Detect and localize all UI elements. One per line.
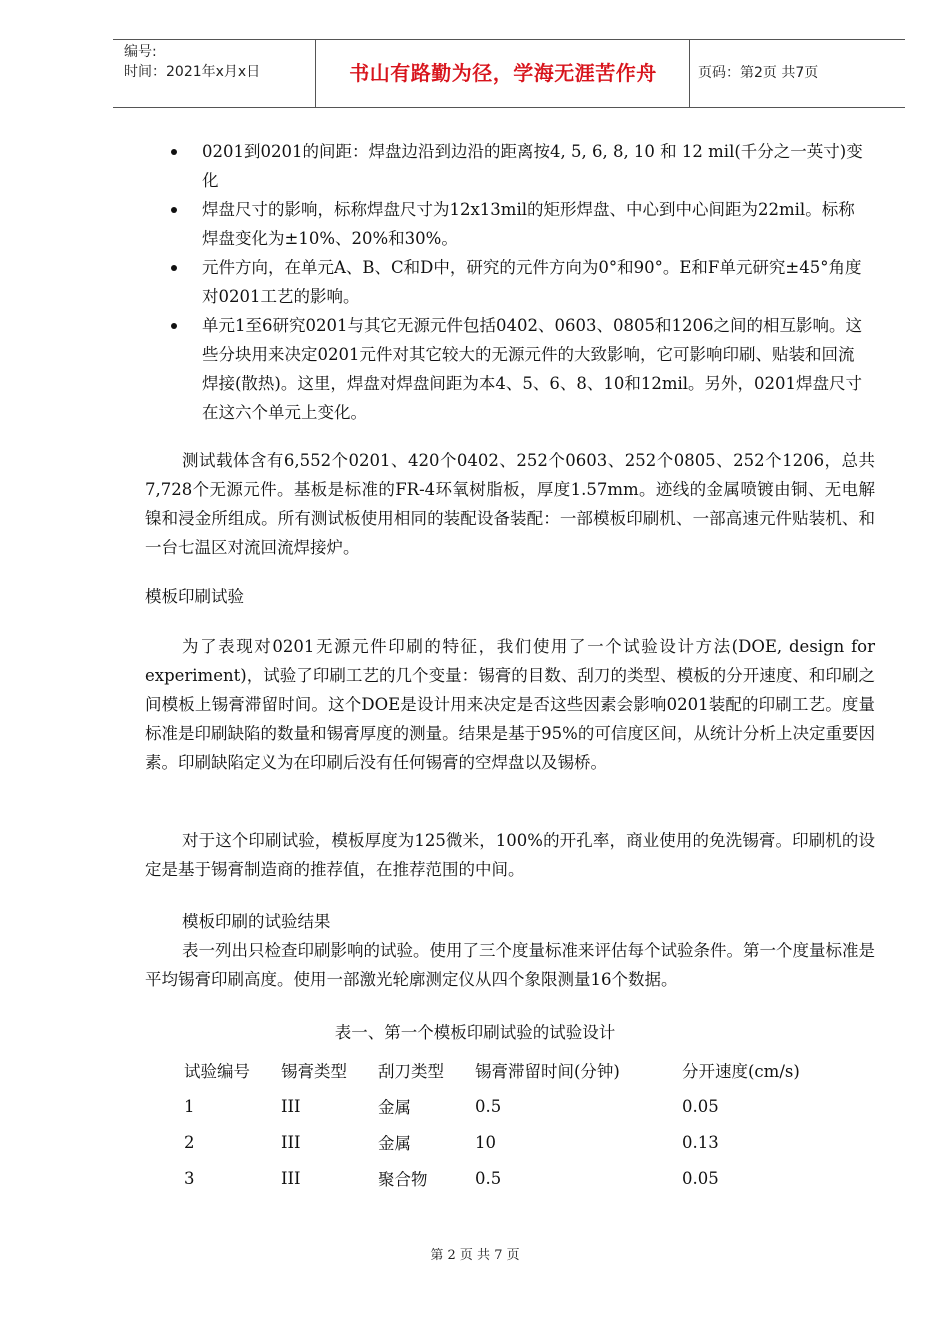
doc-time-label: 时间：2021年x月x日 — [124, 64, 261, 80]
column-header: 锡膏滞留时间(分钟) — [475, 1062, 620, 1081]
bullet-list — [168, 137, 868, 427]
header-bottom-rule — [113, 107, 905, 108]
paragraph-doe: 为了表现对0201无源元件印刷的特征，我们使用了一个试验设计方法(DOE, design for experiment)，试验了印刷工艺的几个变量：锡膏的目数、刮刀的类型、模板的分开速度、和印刷之间模板上锡膏滞留时间。这个DOE是设计用来决定是否这些因素会影响0201装配的印刷工艺。度量标准是印刷缺陷的数量和锡膏厚度的测量。结果是基于95%的可信度区间，从统计分析上决定重要因素。印刷缺陷定义为在印刷后没有任何锡膏的空焊盘以及锡桥。 — [145, 637, 875, 772]
paragraph-table-intro: 表一列出只检查印刷影响的试验。使用了三个度量标准来评估每个试验条件。第一个度量标准是平均锡膏印刷高度。使用一部激光轮廓测定仪从四个象限测量16个数据。 — [145, 941, 875, 989]
header-motto: 书山有路勤为径，学海无涯苦作舟 — [349, 61, 657, 85]
bullet-icon — [171, 323, 177, 329]
table-cell: 1 — [184, 1096, 195, 1116]
table-cell: 10 — [475, 1132, 496, 1152]
bullet-text: 元件方向，在单元A、B、C和D中，研究的元件方向为0°和90°。E和F单元研究±45°角度对0201工艺的影响。 — [202, 258, 862, 306]
column-header: 刮刀类型 — [378, 1062, 444, 1081]
table-cell: III — [281, 1168, 301, 1188]
column-header: 锡膏类型 — [281, 1062, 347, 1081]
table-row — [184, 1124, 832, 1160]
table-cell: 金属 — [378, 1134, 411, 1153]
table-cell: III — [281, 1132, 301, 1152]
table-cell: 0.05 — [682, 1168, 719, 1188]
doe-table — [184, 1052, 832, 1196]
table-cell: 0.5 — [475, 1096, 502, 1116]
table-cell: III — [281, 1096, 301, 1116]
column-header: 试验编号 — [184, 1062, 250, 1081]
table-cell: 聚合物 — [378, 1170, 428, 1189]
subsection-heading: 模板印刷的试验结果 — [182, 912, 331, 931]
list-item — [168, 253, 868, 311]
table-row — [184, 1160, 832, 1196]
doc-number-label: 编号: — [124, 44, 157, 60]
table-cell: 金属 — [378, 1098, 411, 1117]
table-cell: 0.13 — [682, 1132, 719, 1152]
paragraph-test-vehicle: 测试载体含有6,552个0201、420个0402、252个0603、252个0805、252个1206，总共7,728个无源元件。基板是标准的FR-4环氧树脂板，厚度1.57mm。迹线的金属喷镀由铜、无电解镍和浸金所组成。所有测试板使用相同的装配设备装配：一部模板印刷机、一部高速元件贴装机、和一台七温区对流回流焊接炉。 — [145, 451, 875, 557]
list-item — [168, 137, 868, 195]
header-meta — [124, 42, 260, 82]
table-cell: 2 — [184, 1132, 195, 1152]
table-caption: 表一、第一个模板印刷试验的试验设计 — [334, 1023, 616, 1042]
page-footer: 第 2 页 共 7 页 — [430, 1248, 520, 1263]
bullet-text: 0201到0201的间距：焊盘边沿到边沿的距离按4, 5, 6, 8, 10 和 12 mil(千分之一英寸)变化 — [202, 142, 863, 190]
table-cell: 0.5 — [475, 1168, 502, 1188]
list-item — [168, 311, 868, 427]
column-header: 分开速度(cm/s) — [682, 1062, 800, 1081]
table-row — [184, 1088, 832, 1124]
bullet-text: 单元1至6研究0201与其它无源元件包括0402、0603、0805和1206之间的相互影响。这些分块用来决定0201元件对其它较大的无源元件的大致影响，它可影响印刷、贴装和回流焊接(散热)。这里，焊盘对焊盘间距为本4、5、6、8、10和12mil。另外，0201焊盘尺寸在这六个单元上变化。 — [202, 316, 863, 422]
bullet-icon — [171, 149, 177, 155]
table-cell: 0.05 — [682, 1096, 719, 1116]
header-page-info: 页码：第2页 共7页 — [698, 65, 819, 81]
table-cell: 3 — [184, 1168, 195, 1188]
list-item — [168, 195, 868, 253]
bullet-text: 焊盘尺寸的影响，标称焊盘尺寸为12x13mil的矩形焊盘、中心到中心间距为22mil。标称焊盘变化为±10%、20%和30%。 — [202, 200, 855, 248]
paragraph-stencil: 对于这个印刷试验，模板厚度为125微米，100%的开孔率，商业使用的免洗锡膏。印刷机的设定是基于锡膏制造商的推荐值，在推荐范围的中间。 — [145, 831, 875, 879]
section-heading: 模板印刷试验 — [145, 587, 244, 606]
bullet-icon — [171, 207, 177, 213]
bullet-icon — [171, 265, 177, 271]
table-header-row — [184, 1052, 832, 1088]
